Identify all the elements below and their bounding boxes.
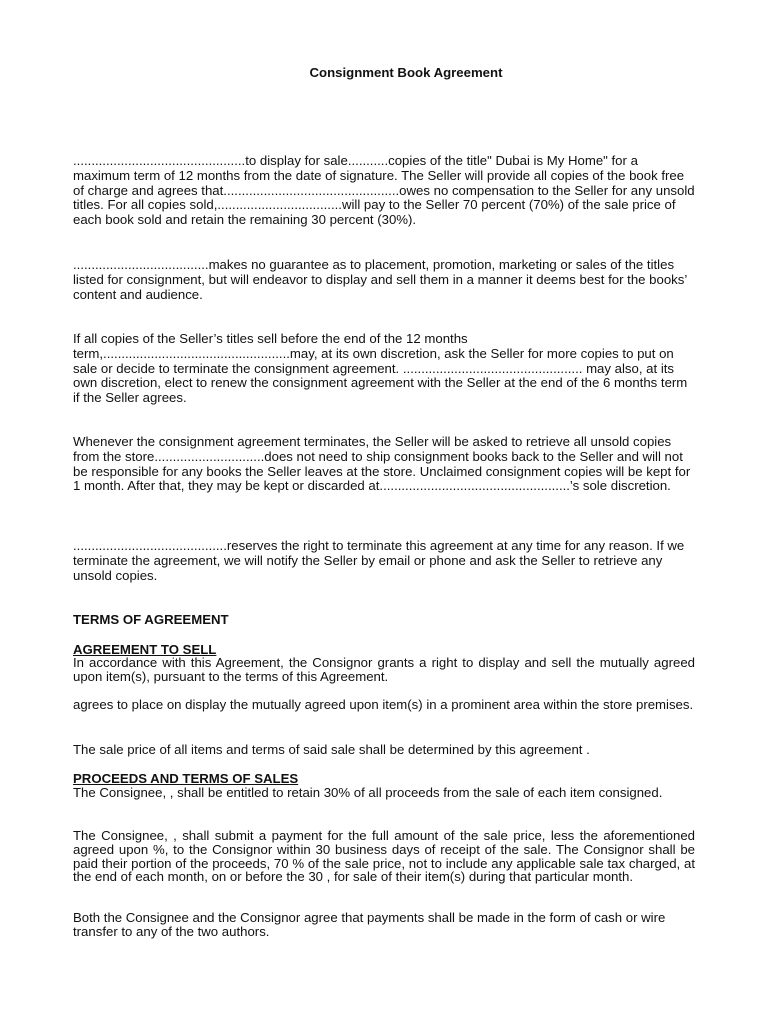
paragraph-display-terms: ...............................................to display for sale...........copies of the title" Dubai is My Home" for a maximum term of 12 months from the date of signature. The Seller will provide all copies of the book free of charge and agrees that................................................owes no compensation to the Seller for any unsold titles. For all copies sold,..................................will pay to the Seller 70 percent (70%) of the sale price of each book sold and retain the remaining 30 percent (30%). xyxy=(73,153,695,228)
agreement-to-sell-paragraph-2: agrees to place on display the mutually agreed upon item(s) in a prominent area within the store premises. xyxy=(73,697,694,712)
proceeds-paragraph-2: The Consignee, , shall submit a payment for the full amount of the sale price, less the aforementioned agreed upon %, to the Consignor within 30 business days of receipt of the sale. The Consignor shall be paid their portion of the proceeds, 70 % of the sale price, not to include any applicable sale tax charged, at the end of each month, on or before the 30 , for sale of their item(s) during that particular month. xyxy=(73,828,695,885)
proceeds-paragraph-3: Both the Consignee and the Consignor agree that payments shall be made in the form of cash or wire transfer to any of the two authors. xyxy=(73,910,666,939)
paragraph-no-guarantee: .....................................makes no guarantee as to placement, promotion, marketing or sales of the titles listed for consignment, but will endeavor to display and sell them in a manner it deems best for the books’ content and audience. xyxy=(73,257,687,302)
paragraph-termination-retrieval: Whenever the consignment agreement terminates, the Seller will be asked to retrieve all unsold copies from the store..............................does not need to ship consignment books back to the Seller and will not be responsible for any books the Seller leaves at the store. Unclaimed consignment copies will be kept for 1 month. After that, they may be kept or discarded at....................................................’s sole discretion. xyxy=(73,434,691,494)
proceeds-paragraph-1: The Consignee, , shall be entitled to retain 30% of all proceeds from the sale of each item consigned. xyxy=(73,785,663,800)
proceeds-heading: PROCEEDS AND TERMS OF SALES xyxy=(73,771,299,786)
paragraph-right-to-terminate: ..........................................reserves the right to terminate this agreement at any time for any reason. If we terminate the agreement, we will notify the Seller by email or phone and ask the Seller to retrieve any unsold copies. xyxy=(73,538,685,583)
agreement-to-sell-heading: AGREEMENT TO SELL xyxy=(73,642,217,657)
terms-heading: TERMS OF AGREEMENT xyxy=(73,612,229,627)
agreement-to-sell-paragraph-1: In accordance with this Agreement, the Consignor grants a right to display and sell the mutually agreed upon item(s), pursuant to the terms of this Agreement. xyxy=(73,655,695,684)
paragraph-sell-out: If all copies of the Seller’s titles sell before the end of the 12 months term,...................................................may, at its own discretion, ask the Seller for more copies to put on sale or decide to terminate the consignment agreement. ................................................. may also, at its own discretion, elect to renew the consignment agreement with the Seller at the end of the 6 months term if the Seller agrees. xyxy=(73,331,688,406)
agreement-to-sell-paragraph-3: The sale price of all items and terms of said sale shall be determined by this agreement . xyxy=(73,742,590,757)
document-title: Consignment Book Agreement xyxy=(309,65,503,80)
